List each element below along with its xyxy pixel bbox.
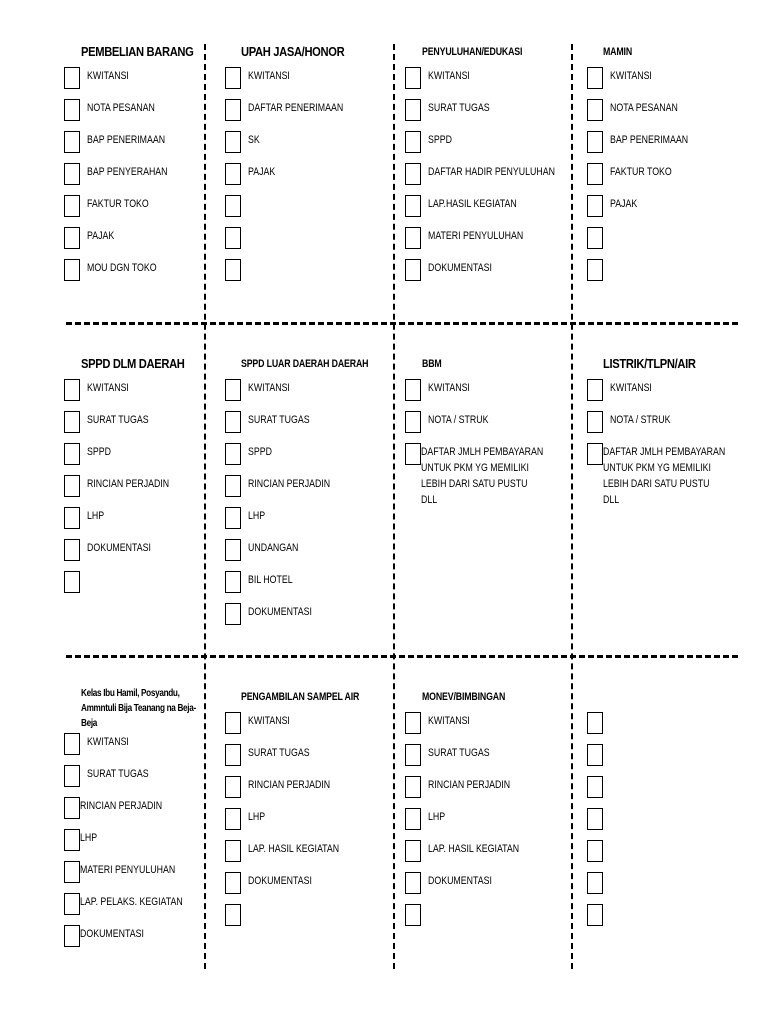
checklist-item[interactable] <box>405 808 526 840</box>
checklist-item[interactable] <box>64 925 231 957</box>
item-label: SPPD <box>248 446 272 458</box>
checkbox[interactable] <box>587 227 603 249</box>
checklist-item[interactable] <box>225 259 361 291</box>
checkbox[interactable] <box>225 776 241 798</box>
checklist-item[interactable] <box>64 259 212 291</box>
item-label: MOU DGN TOKO <box>87 262 157 274</box>
checkbox[interactable] <box>405 904 421 926</box>
checklist-item[interactable] <box>225 872 389 904</box>
checkbox[interactable] <box>225 539 241 561</box>
item-label: PAJAK <box>610 198 638 210</box>
item-label: LAP. PELAKS. KEGIATAN <box>80 896 183 908</box>
checkbox[interactable] <box>225 195 241 217</box>
row-divider-1 <box>66 322 738 325</box>
checklist-item[interactable] <box>405 99 547 131</box>
checklist-item[interactable] <box>225 571 400 603</box>
item-label: SURAT TUGAS <box>248 414 310 426</box>
checkbox[interactable] <box>405 411 421 433</box>
checkbox[interactable] <box>225 808 241 830</box>
checklist-item[interactable] <box>64 67 212 99</box>
item-label: SURAT TUGAS <box>428 102 490 114</box>
item-label: KWITANSI <box>428 382 470 394</box>
item-label: BAP PENYERAHAN <box>87 166 168 178</box>
checklist-item[interactable] <box>64 227 212 259</box>
checklist-item[interactable] <box>587 227 639 259</box>
column-divider-3 <box>571 44 573 969</box>
checkbox[interactable] <box>587 259 603 281</box>
checklist-item[interactable] <box>225 840 389 872</box>
checklist-item[interactable] <box>225 163 361 195</box>
checkbox[interactable] <box>64 411 80 433</box>
item-label: KWITANSI <box>428 70 470 82</box>
item-label: KWITANSI <box>87 70 129 82</box>
checkbox[interactable] <box>225 227 241 249</box>
item-label: RINCIAN PERJADIN <box>248 779 331 791</box>
checklist-item[interactable] <box>405 163 555 195</box>
section-title: BBM <box>422 358 442 370</box>
item-label: FAKTUR TOKO <box>610 166 672 178</box>
checkbox[interactable] <box>225 259 241 281</box>
item-label: SK <box>248 134 260 146</box>
checkbox[interactable] <box>64 259 80 281</box>
checkbox[interactable] <box>587 163 603 185</box>
item-label: UNDANGAN <box>248 542 299 554</box>
item-label: DOKUMENTASI <box>428 262 492 274</box>
checklist-item[interactable] <box>64 411 201 443</box>
item-label: KWITANSI <box>87 736 129 748</box>
item-label: SURAT TUGAS <box>87 768 149 780</box>
checkbox[interactable] <box>587 744 603 766</box>
checklist-item[interactable] <box>225 603 400 635</box>
checklist-item[interactable] <box>64 861 231 893</box>
checkbox[interactable] <box>405 67 421 89</box>
checkbox[interactable] <box>405 808 421 830</box>
item-label: RINCIAN PERJADIN <box>87 478 170 490</box>
checkbox[interactable] <box>587 840 603 862</box>
checklist-item[interactable] <box>64 379 201 411</box>
checklist-item[interactable] <box>225 227 361 259</box>
checklist-item[interactable] <box>405 259 547 291</box>
checkbox[interactable] <box>64 797 80 819</box>
checklist-item[interactable] <box>64 163 212 195</box>
checklist-item[interactable] <box>225 475 400 507</box>
checkbox[interactable] <box>587 443 603 465</box>
section-pengambilan-sampel-air <box>225 689 389 936</box>
checkbox[interactable] <box>225 443 241 465</box>
section-upah-jasa-honor <box>225 44 361 291</box>
checkbox[interactable] <box>405 195 421 217</box>
section-title: PEMBELIAN BARANG <box>81 44 194 59</box>
checklist-item[interactable] <box>64 829 231 861</box>
checkbox[interactable] <box>225 872 241 894</box>
item-label: DOKUMENTASI <box>87 542 151 554</box>
item-label: SPPD <box>87 446 111 458</box>
checkbox[interactable] <box>587 872 603 894</box>
checkbox[interactable] <box>587 712 603 734</box>
checkbox[interactable] <box>64 507 80 529</box>
item-label: KWITANSI <box>610 382 652 394</box>
checklist-item[interactable] <box>225 904 389 936</box>
checklist-item[interactable] <box>64 893 231 925</box>
item-label: LHP <box>87 510 105 522</box>
checkbox[interactable] <box>64 475 80 497</box>
checkbox[interactable] <box>225 379 241 401</box>
checklist-item[interactable] <box>587 259 639 291</box>
checkbox[interactable] <box>64 227 80 249</box>
section-mamin <box>587 44 689 291</box>
section-title: Kelas Ibu Hamil, Posyandu, Ammntuli Bija Teanang na Beja-Beja <box>81 688 196 729</box>
checklist-item[interactable] <box>225 99 361 131</box>
checkbox[interactable] <box>405 163 421 185</box>
checklist-item[interactable] <box>405 131 547 163</box>
checklist-item[interactable] <box>64 571 201 603</box>
checkbox[interactable] <box>587 411 603 433</box>
item-label: SPPD <box>428 134 452 146</box>
checklist-item[interactable] <box>64 539 201 571</box>
checkbox[interactable] <box>64 67 80 89</box>
checkbox[interactable] <box>225 411 241 433</box>
item-label: MATERI PENYULUHAN <box>80 864 176 876</box>
section-kelas-ibu-hamil <box>64 686 231 957</box>
checklist-item[interactable] <box>64 733 231 765</box>
section-title: UPAH JASA/HONOR <box>241 44 345 59</box>
item-label: LAP.HASIL KEGIATAN <box>428 198 517 210</box>
item-label: LAP. HASIL KEGIATAN <box>428 843 520 855</box>
item-label: RINCIAN PERJADIN <box>80 800 163 812</box>
checklist-item[interactable] <box>225 131 361 163</box>
item-label: DOKUMENTASI <box>248 606 312 618</box>
checkbox[interactable] <box>405 227 421 249</box>
checklist-item[interactable] <box>64 99 212 131</box>
section-pembelian-barang <box>64 44 212 291</box>
checklist-item[interactable] <box>587 195 639 227</box>
checkbox[interactable] <box>405 872 421 894</box>
checklist-item[interactable] <box>405 443 544 513</box>
checkbox[interactable] <box>64 765 80 787</box>
section-title: PENYULUHAN/EDUKASI <box>422 46 523 58</box>
checklist-item[interactable] <box>405 411 489 443</box>
checkbox[interactable] <box>405 259 421 281</box>
item-label: DAFTAR PENERIMAAN <box>248 102 344 114</box>
item-label: BAP PENERIMAAN <box>87 134 166 146</box>
item-label: BAP PENERIMAAN <box>610 134 689 146</box>
item-label: DOKUMENTASI <box>248 875 312 887</box>
item-label: KWITANSI <box>610 70 652 82</box>
checklist-item[interactable] <box>587 443 726 513</box>
checklist-item[interactable] <box>225 379 400 411</box>
checklist-item[interactable] <box>405 227 547 259</box>
item-label: PAJAK <box>248 166 276 178</box>
checkbox[interactable] <box>587 67 603 89</box>
item-label: FAKTUR TOKO <box>87 198 149 210</box>
checkbox[interactable] <box>587 904 603 926</box>
item-label: RINCIAN PERJADIN <box>248 478 331 490</box>
item-label: DOKUMENTASI <box>80 928 144 940</box>
checklist-item[interactable] <box>587 411 711 443</box>
section-title: LISTRIK/TLPN/AIR <box>603 356 696 371</box>
checkbox[interactable] <box>405 744 421 766</box>
item-label: NOTA / STRUK <box>610 414 671 426</box>
item-label: SURAT TUGAS <box>87 414 149 426</box>
checklist-item[interactable] <box>64 765 231 797</box>
checklist-item[interactable] <box>587 379 711 411</box>
item-label: SURAT TUGAS <box>428 747 490 759</box>
checklist-item[interactable] <box>405 195 547 227</box>
checkbox[interactable] <box>587 776 603 798</box>
checkbox[interactable] <box>225 904 241 926</box>
checklist-item[interactable] <box>405 744 526 776</box>
item-label: DAFTAR HADIR PENYULUHAN <box>428 166 555 178</box>
checkbox[interactable] <box>225 99 241 121</box>
section-sppd-dlm-daerah <box>64 356 201 603</box>
checklist-item[interactable] <box>587 163 672 195</box>
checkbox[interactable] <box>225 712 241 734</box>
checkbox[interactable] <box>587 131 603 153</box>
checklist-item[interactable] <box>64 475 201 507</box>
checkbox[interactable] <box>587 195 603 217</box>
item-label: SURAT TUGAS <box>248 747 310 759</box>
checkbox[interactable] <box>64 893 80 915</box>
item-label: LAP. HASIL KEGIATAN <box>248 843 340 855</box>
item-label: DAFTAR JMLH PEMBAYARAN UNTUK PKM YG MEMILIKI LEBIH DARI SATU PUSTU DLL <box>421 446 544 506</box>
section-penyuluhan-edukasi <box>405 44 555 291</box>
checkbox[interactable] <box>225 67 241 89</box>
checkbox[interactable] <box>64 99 80 121</box>
checkbox[interactable] <box>405 840 421 862</box>
checkbox[interactable] <box>225 840 241 862</box>
item-label: LHP <box>248 510 266 522</box>
item-label: BIL HOTEL <box>248 574 293 586</box>
checkbox[interactable] <box>64 131 80 153</box>
checkbox[interactable] <box>225 507 241 529</box>
item-label: LHP <box>248 811 266 823</box>
checklist-item[interactable] <box>225 712 389 744</box>
checkbox[interactable] <box>64 829 80 851</box>
item-label: MATERI PENYULUHAN <box>428 230 524 242</box>
item-label: NOTA PESANAN <box>610 102 678 114</box>
checklist-item[interactable] <box>405 776 526 808</box>
checklist-item[interactable] <box>405 840 526 872</box>
checklist-item[interactable] <box>64 195 212 227</box>
item-label: KWITANSI <box>87 382 129 394</box>
checkbox[interactable] <box>587 379 603 401</box>
item-label: PAJAK <box>87 230 115 242</box>
checkbox[interactable] <box>225 475 241 497</box>
checkbox[interactable] <box>64 379 80 401</box>
checklist-item[interactable] <box>405 904 526 936</box>
item-label: DOKUMENTASI <box>428 875 492 887</box>
checkbox[interactable] <box>225 603 241 625</box>
checkbox[interactable] <box>225 163 241 185</box>
checklist-item[interactable] <box>587 67 652 99</box>
checkbox[interactable] <box>587 99 603 121</box>
item-label: NOTA / STRUK <box>428 414 489 426</box>
checklist-item[interactable] <box>225 776 389 808</box>
item-label: LHP <box>80 832 98 844</box>
checklist-item[interactable] <box>405 712 526 744</box>
checkbox[interactable] <box>64 163 80 185</box>
section-sppd-luar-daerah <box>225 356 400 635</box>
item-label: RINCIAN PERJADIN <box>428 779 511 791</box>
item-label: KWITANSI <box>428 715 470 727</box>
checkbox[interactable] <box>64 925 80 947</box>
checklist-item[interactable] <box>64 443 201 475</box>
section-title: MAMIN <box>603 46 633 58</box>
section-title: PENGAMBILAN SAMPEL AIR <box>241 691 360 703</box>
section-title: MONEV/BIMBINGAN <box>422 691 506 703</box>
checkbox[interactable] <box>405 99 421 121</box>
checklist-item[interactable] <box>405 872 526 904</box>
checkbox[interactable] <box>64 733 80 755</box>
checkbox[interactable] <box>64 861 80 883</box>
checkbox[interactable] <box>225 131 241 153</box>
checkbox[interactable] <box>225 571 241 593</box>
checklist-item[interactable] <box>587 99 678 131</box>
section-title: SPPD DLM DAERAH <box>81 356 185 371</box>
checklist-item[interactable] <box>64 131 212 163</box>
checklist-item[interactable] <box>225 411 400 443</box>
checklist-item[interactable] <box>225 443 400 475</box>
checkbox[interactable] <box>225 744 241 766</box>
item-label: KWITANSI <box>248 70 290 82</box>
checklist-item[interactable] <box>64 797 231 829</box>
checklist-item[interactable] <box>405 379 470 411</box>
checkbox[interactable] <box>587 808 603 830</box>
section-title: SPPD LUAR DAERAH DAERAH <box>241 358 369 370</box>
checkbox[interactable] <box>64 443 80 465</box>
checkbox[interactable] <box>64 195 80 217</box>
item-label: KWITANSI <box>248 382 290 394</box>
checklist-item[interactable] <box>225 507 400 539</box>
checkbox[interactable] <box>64 539 80 561</box>
section-listrik-tlpn-air <box>587 356 726 513</box>
checklist-item[interactable] <box>225 744 389 776</box>
checklist-item[interactable] <box>225 808 389 840</box>
checklist-item[interactable] <box>405 67 547 99</box>
row-divider-2 <box>66 655 738 658</box>
checkbox[interactable] <box>64 571 80 593</box>
checkbox[interactable] <box>405 379 421 401</box>
checklist-item[interactable] <box>64 507 201 539</box>
section-bbm <box>405 356 544 513</box>
checklist-item[interactable] <box>225 67 361 99</box>
checkbox[interactable] <box>405 712 421 734</box>
item-label: KWITANSI <box>248 715 290 727</box>
item-label: NOTA PESANAN <box>87 102 155 114</box>
section-monev-bimbingan <box>405 689 526 936</box>
checkbox[interactable] <box>405 443 421 465</box>
checkbox[interactable] <box>405 131 421 153</box>
item-label: DAFTAR JMLH PEMBAYARAN UNTUK PKM YG MEMILIKI LEBIH DARI SATU PUSTU DLL <box>603 446 726 506</box>
checklist-item[interactable] <box>225 195 361 227</box>
checkbox[interactable] <box>405 776 421 798</box>
checklist-item[interactable] <box>587 131 689 163</box>
item-label: LHP <box>428 811 446 823</box>
checklist-item[interactable] <box>225 539 400 571</box>
